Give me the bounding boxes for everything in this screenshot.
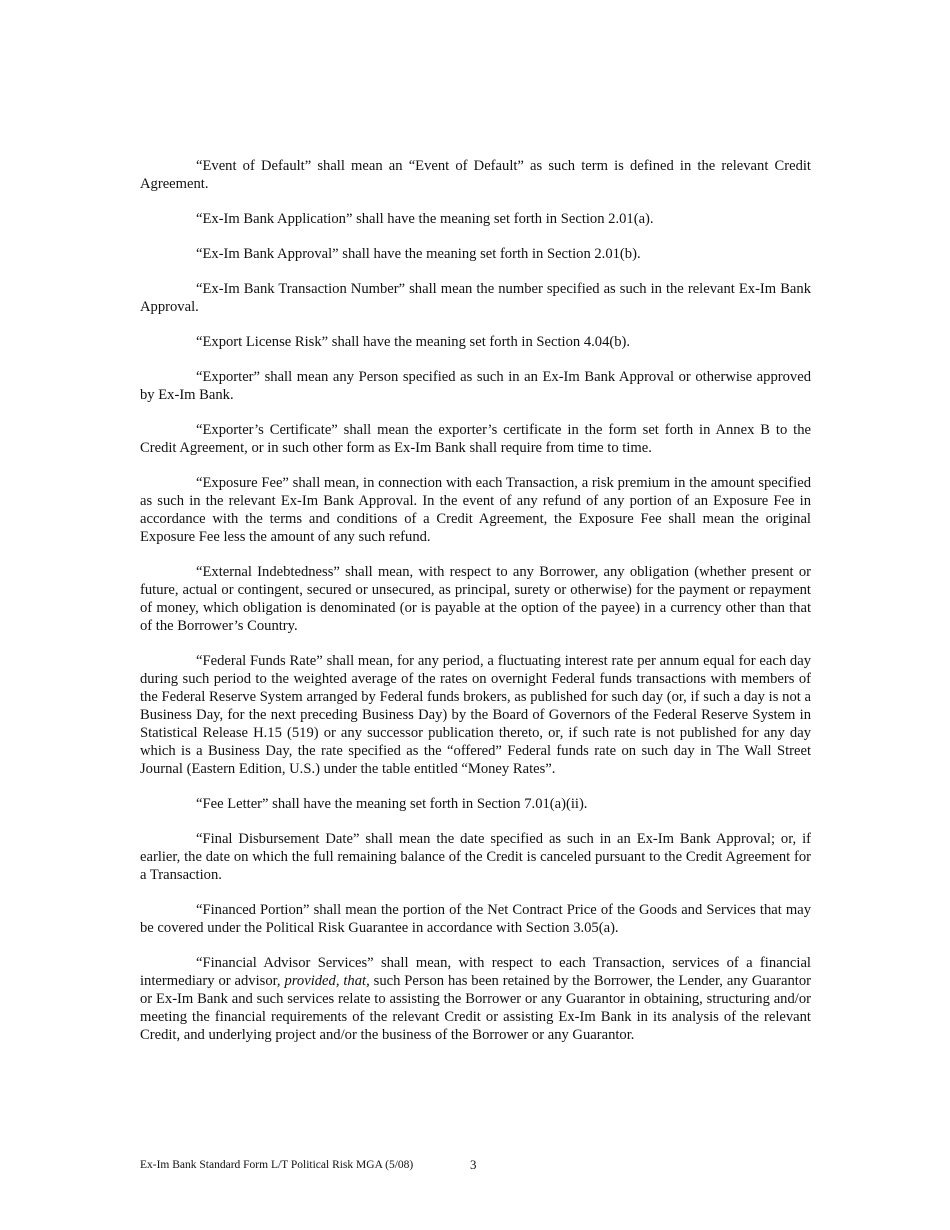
definition-paragraph	[140, 280, 811, 316]
definition-paragraph	[140, 245, 811, 263]
definition-paragraph	[140, 901, 811, 937]
definition-text: such Person has been retained by the Borrower, the Lender, any Guarantor or Ex-Im Bank and such services relate to assisting the Borrower or any Guarantor in obtaining, structuring and/or meeting the financial requirements of the relevant Credit or assisting Ex-Im Bank in its analysis of the relevant Credit, and underlying project and/or the business of the Borrower or any Guarantor.	[140, 973, 811, 1043]
definition-text: “Export License Risk” shall have the meaning set forth in Section 4.04(b).	[196, 334, 631, 350]
definition-text: “Exposure Fee” shall mean, in connection with each Transaction, a risk premium in the amount specified as such in the relevant Ex-Im Bank Approval. In the event of any refund of any portion of an Exposure Fee in accordance with the terms and conditions of a Credit Agreement, the Exposure Fee shall mean the original Exposure Fee less the amount of any such refund.	[140, 475, 811, 545]
definition-text: “Financial Advisor Services” shall mean, with respect to each Transaction, services of a financial intermediary or advisor,	[140, 955, 811, 989]
definition-text: “Ex-Im Bank Transaction Number” shall mean the number specified as such in the relevant Ex-Im Bank Approval.	[140, 281, 811, 315]
footer-form-name: Ex-Im Bank Standard Form L/T Political Risk MGA (5/08)	[140, 1159, 414, 1171]
definition-text: “Ex-Im Bank Approval” shall have the meaning set forth in Section 2.01(b).	[196, 246, 641, 262]
definition-paragraph	[140, 830, 811, 884]
definition-paragraph	[140, 333, 811, 351]
document-body	[140, 157, 811, 1061]
definition-paragraph	[140, 368, 811, 404]
definition-paragraph	[140, 652, 811, 778]
definition-paragraph	[140, 954, 811, 1044]
definition-text: “External Indebtedness” shall mean, with respect to any Borrower, any obligation (whether present or future, actual or contingent, secured or unsecured, as principal, surety or otherwise) for the payment or repayment of money, which obligation is denominated (or is payable at the option of the payee) in a currency other than that of the Borrower’s Country.	[140, 564, 811, 634]
definition-text: “Fee Letter” shall have the meaning set forth in Section 7.01(a)(ii).	[196, 796, 588, 812]
definition-text: “Event of Default” shall mean an “Event of Default” as such term is defined in the relevant Credit Agreement.	[140, 158, 811, 192]
definition-text: “Financed Portion” shall mean the portion of the Net Contract Price of the Goods and Services that may be covered under the Political Risk Guarantee in accordance with Section 3.05(a).	[140, 902, 811, 936]
page-number: 3	[470, 1157, 477, 1172]
definition-text: “Final Disbursement Date” shall mean the date specified as such in an Ex-Im Bank Approval; or, if earlier, the date on which the full remaining balance of the Credit is canceled pursuant to the Credit Agreement for a Transaction.	[140, 831, 811, 883]
definition-paragraph	[140, 795, 811, 813]
definition-text: “Federal Funds Rate” shall mean, for any period, a fluctuating interest rate per annum equal for each day during such period to the weighted average of the rates on overnight Federal funds transactions with members of the Federal Reserve System arranged by Federal funds brokers, as published for such day (or, if such a day is not a Business Day, for the next preceding Business Day) by the Board of Governors of the Federal Reserve System in Statistical Release H.15 (519) or any successor publication thereto, or, if such rate is not published for any day which is a Business Day, the rate specified as the “offered” Federal funds rate on such day in The Wall Street Journal (Eastern Edition, U.S.) under the table entitled “Money Rates”.	[140, 653, 811, 777]
definition-paragraph	[140, 474, 811, 546]
definition-text: “Exporter” shall mean any Person specified as such in an Ex-Im Bank Approval or otherwise approved by Ex-Im Bank.	[140, 369, 811, 403]
definition-paragraph	[140, 421, 811, 457]
definition-paragraph	[140, 157, 811, 193]
definition-text: “Ex-Im Bank Application” shall have the meaning set forth in Section 2.01(a).	[196, 211, 654, 227]
definition-text: “Exporter’s Certificate” shall mean the exporter’s certificate in the form set forth in Annex B to the Credit Agreement, or in such other form as Ex-Im Bank shall require from time to time.	[140, 422, 811, 456]
definition-paragraph	[140, 563, 811, 635]
proviso-italic-text: provided, that,	[284, 973, 370, 989]
definition-paragraph	[140, 210, 811, 228]
